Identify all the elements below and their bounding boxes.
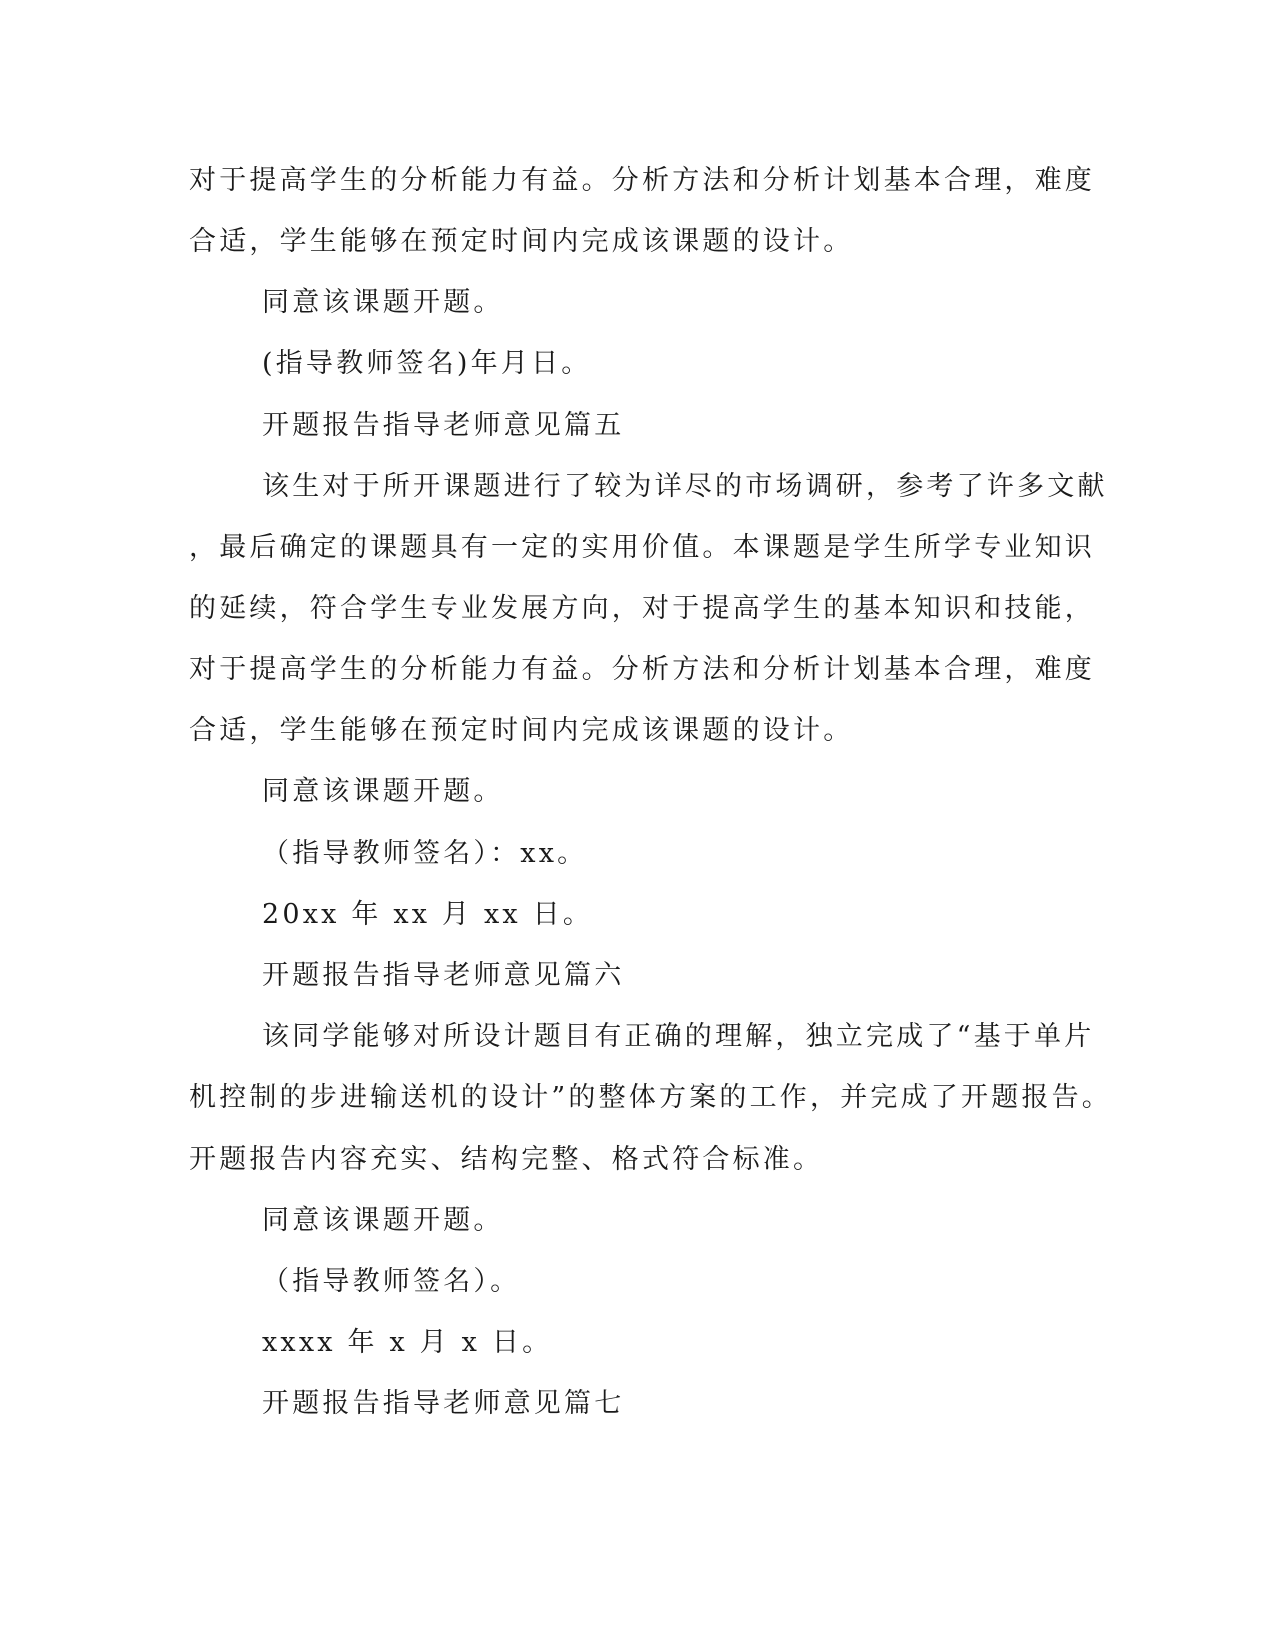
- paragraph-line: 的延续，符合学生专业发展方向，对于提高学生的基本知识和技能，: [189, 593, 1095, 624]
- paragraph-line: 合适，学生能够在预定时间内完成该课题的设计。: [189, 226, 854, 257]
- paragraph-line: 该同学能够对所设计题目有正确的理解，独立完成了“基于单片: [262, 1021, 1095, 1052]
- date-line: xxxx 年 x 月 x 日。: [262, 1327, 553, 1358]
- paragraph-line: 对于提高学生的分析能力有益。分析方法和分析计划基本合理，难度: [189, 654, 1095, 685]
- section-heading: 开题报告指导老师意见篇五: [262, 410, 625, 441]
- paragraph-line: 该生对于所开课题进行了较为详尽的市场调研，参考了许多文献: [262, 471, 1108, 502]
- paragraph-line: ，最后确定的课题具有一定的实用价值。本课题是学生所学专业知识: [189, 532, 1095, 563]
- paragraph-line: 合适，学生能够在预定时间内完成该课题的设计。: [189, 715, 854, 746]
- paragraph-line: 机控制的步进输送机的设计”的整体方案的工作，并完成了开题报告。: [189, 1082, 1113, 1113]
- approval-line: 同意该课题开题。: [262, 776, 504, 807]
- signature-line: （指导教师签名）。: [262, 1266, 521, 1297]
- approval-line: 同意该课题开题。: [262, 1205, 504, 1236]
- paragraph-line: 对于提高学生的分析能力有益。分析方法和分析计划基本合理，难度: [189, 165, 1095, 196]
- signature-line: （指导教师签名）：xx。: [262, 838, 588, 869]
- paragraph-line: 开题报告内容充实、结构完整、格式符合标准。: [189, 1144, 824, 1175]
- section-heading: 开题报告指导老师意见篇七: [262, 1388, 625, 1419]
- section-heading: 开题报告指导老师意见篇六: [262, 960, 625, 991]
- approval-line: 同意该课题开题。: [262, 287, 504, 318]
- date-line: 20xx 年 xx 月 xx 日。: [262, 899, 594, 930]
- signature-line: (指导教师签名)年月日。: [262, 348, 592, 379]
